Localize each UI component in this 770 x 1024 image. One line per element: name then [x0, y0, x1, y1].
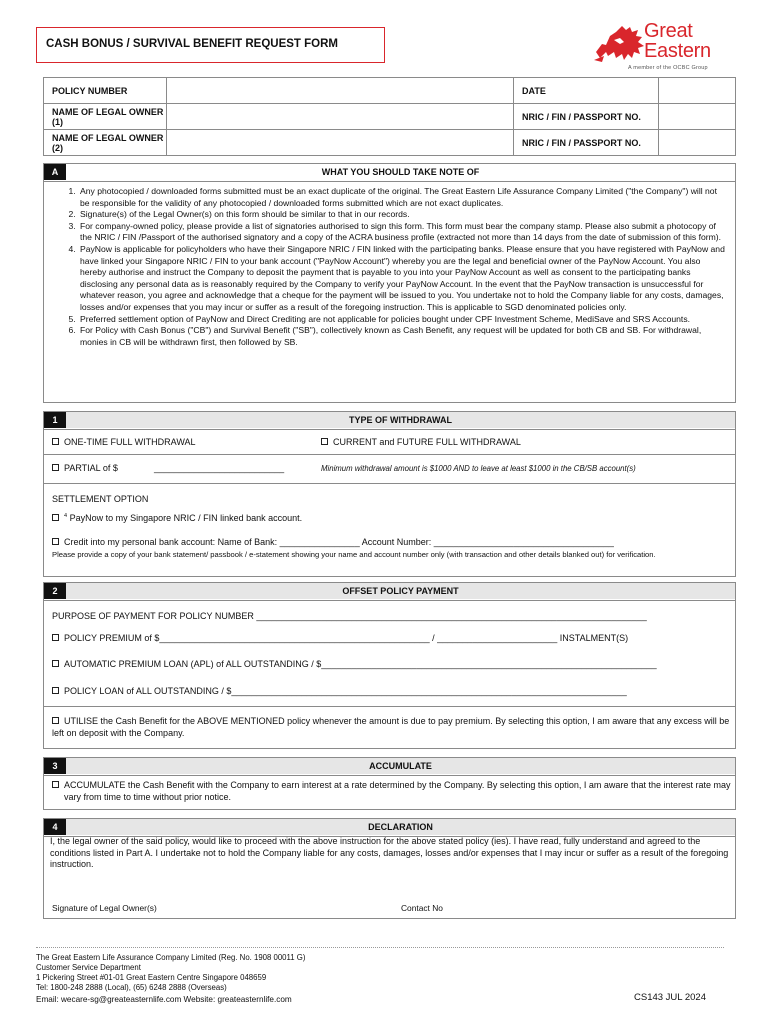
nric1-field[interactable]	[659, 104, 736, 130]
checkbox[interactable]	[52, 538, 59, 545]
note-item: 2. Signature(s) of the Legal Owner(s) on this form should be similar to that in our records.	[78, 209, 727, 221]
form-code: CS143 JUL 2024	[634, 992, 707, 1003]
policy-number-label: POLICY NUMBER	[44, 78, 167, 104]
credit-option[interactable]	[52, 537, 614, 547]
section-2-title: OFFSET POLICY PAYMENT	[66, 583, 735, 599]
accumulate-option[interactable]	[52, 780, 736, 803]
brand-eastern: Eastern	[644, 40, 711, 62]
footer-divider	[36, 947, 724, 948]
checkbox[interactable]	[52, 660, 59, 667]
lion-icon	[592, 22, 650, 66]
brand-great: Great	[644, 20, 693, 42]
policy-info-table	[43, 77, 736, 156]
owner1-field[interactable]	[167, 104, 514, 130]
premium-label: POLICY PREMIUM of $______________________________________________________ / ________________________ INSTALMENT(S)	[64, 633, 629, 643]
loan-label: POLICY LOAN of ALL OUTSTANDING / $_______________________________________________________________________________	[64, 686, 627, 696]
footer-email: Email: wecare-sg@greateasternlife.com Website: greateasternlife.com	[36, 995, 292, 1004]
section-4-header	[44, 819, 735, 837]
form-title: CASH BONUS / SURVIVAL BENEFIT REQUEST FORM	[36, 27, 385, 63]
nric2-field[interactable]	[659, 130, 736, 156]
section-4-title: DECLARATION	[66, 819, 735, 835]
note-item: 5. Preferred settlement option of PayNow and Direct Crediting are not applicable for policies bought under CPF Investment Scheme, MediSave and SRS Accounts.	[78, 314, 727, 326]
one-time-option[interactable]	[52, 437, 196, 447]
paynow-marker: 4	[64, 513, 68, 519]
section-1-header	[44, 412, 735, 430]
divider	[43, 454, 736, 455]
owner2-label: NAME OF LEGAL OWNER (2)	[44, 130, 167, 156]
paynow-option[interactable]	[52, 513, 302, 523]
owner1-label: NAME OF LEGAL OWNER (1)	[44, 104, 167, 130]
contact-label: Contact No	[401, 903, 443, 913]
section-2-number: 2	[44, 583, 66, 599]
section-4-number: 4	[44, 819, 66, 835]
loan-option[interactable]	[52, 686, 627, 696]
current-future-option[interactable]	[321, 437, 521, 447]
current-future-label: CURRENT and FUTURE FULL WITHDRAWAL	[333, 437, 521, 447]
notes-list	[44, 186, 735, 348]
note-item: 3. For company-owned policy, please provide a list of signatories authorised to sign this form. This form must bear the company stamp. Please also submit a photocopy of the NRIC / FIN /Passport of the authorised signatory and a copy of the ACRA business profile (extracted not more than 14 days from the date of submission of this form).	[78, 221, 727, 244]
note-item: 1. Any photocopied / downloaded forms submitted must be an exact duplicate of the original. The Great Eastern Life Assurance Company Limited ("the Company") will not be responsible for the validity of any photocopied / downloaded forms submitted which are not exact duplicates.	[78, 186, 727, 209]
minimum-note: Minimum withdrawal amount is $1000 AND to leave at least $1000 in the CB/SB account(s)	[321, 464, 636, 473]
section-a-title: WHAT YOU SHOULD TAKE NOTE OF	[66, 164, 735, 180]
premium-option[interactable]	[52, 633, 628, 643]
checkbox[interactable]	[52, 514, 59, 521]
date-field[interactable]	[659, 78, 736, 104]
note-item: 6. For Policy with Cash Bonus ("CB") and Survival Benefit ("SB"), collectively known as Cash Benefit, any request will be updated for both CB and SB. For withdrawal, monies in CB will be withdrawn first, then followed by SB.	[78, 325, 727, 348]
accumulate-label: ACCUMULATE the Cash Benefit with the Company to earn interest at a rate determined by the Company. By selecting this option, I am aware that the interest rate may vary from time to time without prior notice.	[64, 780, 731, 802]
section-3-title: ACCUMULATE	[66, 758, 735, 774]
owner2-field[interactable]	[167, 130, 514, 156]
section-a	[43, 163, 736, 403]
apl-label: AUTOMATIC PREMIUM LOAN (APL) of ALL OUTSTANDING / $___________________________________________________________________	[64, 659, 657, 669]
apl-option[interactable]	[52, 659, 657, 669]
section-a-header	[44, 164, 735, 182]
footer-tel: Tel: 1800-248 2888 (Local), (65) 6248 2888 (Overseas)	[36, 983, 227, 992]
checkbox[interactable]	[321, 438, 328, 445]
footer-dept: Customer Service Department	[36, 963, 141, 972]
date-label: DATE	[514, 78, 659, 104]
partial-option[interactable]	[52, 463, 118, 473]
partial-amount-field[interactable]: __________________________	[154, 463, 285, 473]
section-2-header	[44, 583, 735, 601]
purpose-field[interactable]: PURPOSE OF PAYMENT FOR POLICY NUMBER ______________________________________________________________________________	[52, 611, 647, 621]
checkbox[interactable]	[52, 464, 59, 471]
divider	[43, 483, 736, 484]
checkbox[interactable]	[52, 438, 59, 445]
partial-label: PARTIAL of $	[64, 463, 118, 473]
utilise-label: UTILISE the Cash Benefit for the ABOVE MENTIONED policy whenever the amount is due to pay premium. By selecting this option, I am aware that any excess will be left on deposit with the Company.	[52, 716, 730, 738]
section-1-number: 1	[44, 412, 66, 428]
policy-number-field[interactable]	[167, 78, 514, 104]
declaration-text: I, the legal owner of the said policy, would like to proceed with the above instruction for the above stated policy (ies). I have read, fully understand and agreed to the conditions listed in Part A. I undertake not to hold the Company liable for any costs, damages, losses and/or expenses that I may incur or suffer as a result of the foregoing instruction.	[50, 836, 729, 869]
checkbox[interactable]	[52, 781, 59, 788]
note-item: 4. PayNow is applicable for policyholders who have their Singapore NRIC / FIN linked with the participating banks. Please ensure that you have registered with PayNow and have linked your Singapore NRIC / FIN to your bank account ("PayNow Account") whereby you are the legal and beneficial owner of the PayNow Account. You also hereby authorise and instruct the Company to deposit the payment that is payable to you into your PayNow Account as well as consent to the participating banks disclosing any personal data as is reasonably required by the Company to verify your PayNow Account. In the event that the PayNow transaction is unsuccessful for whatever reason, you agree and acknowledge that a cheque for the payment will be issued to you. You undertake not to hold the Company liable for any costs, damages, losses and/or expenses that you may incur or suffer as a result of the foregoing instruction. This is applicable to SGD denominated policies only.	[78, 244, 727, 314]
section-3-number: 3	[44, 758, 66, 774]
one-time-label: ONE-TIME FULL WITHDRAWAL	[64, 437, 196, 447]
credit-note: Please provide a copy of your bank statement/ passbook / e-statement showing your name and account number only (with transaction and other details blanked out) for verification.	[52, 550, 656, 559]
company-logo	[590, 20, 735, 78]
checkbox[interactable]	[52, 634, 59, 641]
section-a-number: A	[44, 164, 66, 180]
footer-company: The Great Eastern Life Assurance Company Limited (Reg. No. 1908 00011 G)	[36, 953, 306, 962]
brand-tagline: A member of the OCBC Group	[628, 65, 708, 71]
utilise-option[interactable]	[52, 716, 730, 739]
settlement-heading: SETTLEMENT OPTION	[52, 494, 149, 504]
divider	[43, 706, 736, 707]
checkbox[interactable]	[52, 717, 59, 724]
nric2-label: NRIC / FIN / PASSPORT NO.	[514, 130, 659, 156]
footer-address: 1 Pickering Street #01-01 Great Eastern Centre Singapore 048659	[36, 973, 267, 982]
credit-label: Credit into my personal bank account: Name of Bank: ________________ Account Number: ____________________________________	[64, 537, 614, 547]
paynow-label: PayNow to my Singapore NRIC / FIN linked bank account.	[69, 513, 303, 523]
signature-label: Signature of Legal Owner(s)	[52, 903, 157, 913]
section-1-title: TYPE OF WITHDRAWAL	[66, 412, 735, 428]
section-3-header	[44, 758, 735, 776]
checkbox[interactable]	[52, 687, 59, 694]
nric1-label: NRIC / FIN / PASSPORT NO.	[514, 104, 659, 130]
